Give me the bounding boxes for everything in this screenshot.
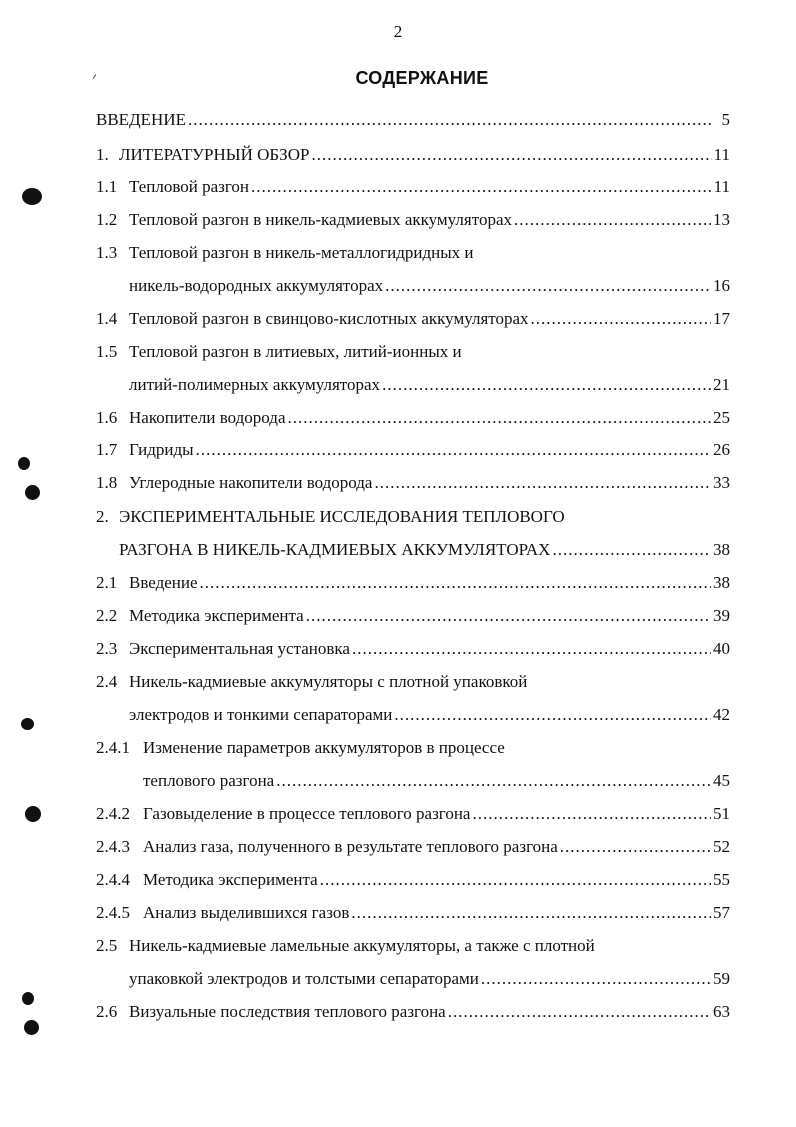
dot-leader bbox=[306, 604, 712, 628]
toc-entry-title: Анализ выделившихся газов bbox=[143, 903, 350, 922]
page-number: 2 bbox=[393, 22, 403, 41]
toc-entry-page: 57 bbox=[711, 901, 730, 925]
toc-entry-number: 1.4 bbox=[96, 309, 118, 328]
toc-entry-page: 38 bbox=[711, 538, 730, 562]
toc-entry-page: 55 bbox=[711, 868, 730, 892]
toc-entry bbox=[0, 307, 796, 331]
toc-entry bbox=[0, 208, 796, 232]
toc-entry-page: 11 bbox=[712, 175, 730, 199]
dot-leader bbox=[481, 967, 712, 991]
dot-leader bbox=[320, 868, 712, 892]
toc-entry bbox=[0, 1000, 796, 1024]
toc-entry bbox=[0, 967, 796, 991]
toc-entry-title: ЭКСПЕРИМЕНТАЛЬНЫЕ ИССЛЕДОВАНИЯ ТЕПЛОВОГО bbox=[119, 507, 565, 526]
toc-entry-number: 1.2 bbox=[96, 210, 118, 229]
toc-entry-number: 1.1 bbox=[96, 177, 118, 196]
binding-hole-mark bbox=[18, 457, 30, 470]
toc-entry-page: 5 bbox=[720, 108, 731, 132]
binding-hole-mark bbox=[24, 1020, 39, 1035]
toc-entry-number: 2.4.5 bbox=[96, 903, 130, 922]
toc-entry-title: Никель-кадмиевые аккумуляторы с плотной упаковкой bbox=[129, 672, 528, 691]
binding-hole-mark bbox=[25, 485, 40, 500]
toc-entry-page: 17 bbox=[711, 307, 730, 331]
toc-entry bbox=[0, 143, 796, 167]
toc-entry-page: 13 bbox=[711, 208, 730, 232]
toc-entry-number: 2.5 bbox=[96, 936, 118, 955]
toc-entry-number: 1.6 bbox=[96, 408, 118, 427]
toc-entry-page: 11 bbox=[712, 143, 730, 167]
toc-entry-page: 42 bbox=[711, 703, 730, 727]
dot-leader bbox=[385, 274, 712, 298]
toc-entry bbox=[0, 373, 796, 397]
dot-leader bbox=[394, 703, 712, 727]
toc-entry-number: 2. bbox=[96, 507, 109, 526]
toc-entry bbox=[0, 637, 796, 661]
toc-entry bbox=[0, 901, 796, 925]
toc-entry-number: 2.4.2 bbox=[96, 804, 130, 823]
dot-leader bbox=[560, 835, 712, 859]
toc-entry bbox=[0, 934, 796, 958]
toc-entry bbox=[0, 438, 796, 462]
toc-entry-page: 33 bbox=[711, 471, 730, 495]
toc-entry bbox=[0, 769, 796, 793]
toc-entry bbox=[0, 108, 796, 132]
toc-entry bbox=[0, 571, 796, 595]
toc-entry-page: 59 bbox=[711, 967, 730, 991]
dot-leader bbox=[531, 307, 712, 331]
toc-entry bbox=[0, 241, 796, 265]
toc-entry-title: ВВЕДЕНИЕ bbox=[96, 110, 186, 129]
toc-entry-page: 63 bbox=[711, 1000, 730, 1024]
toc-entry-page: 26 bbox=[711, 438, 730, 462]
dot-leader bbox=[448, 1000, 712, 1024]
toc-entry-title: Введение bbox=[129, 573, 198, 592]
toc-entry bbox=[0, 505, 796, 529]
toc-entry-page: 39 bbox=[711, 604, 730, 628]
toc-entry-page: 40 bbox=[711, 637, 730, 661]
toc-entry bbox=[0, 604, 796, 628]
dot-leader bbox=[552, 538, 712, 562]
dot-leader bbox=[351, 901, 712, 925]
dot-leader bbox=[200, 571, 712, 595]
toc-entry-page: 16 bbox=[711, 274, 730, 298]
dot-leader bbox=[188, 108, 712, 132]
toc-entry-title: Газовыделение в процессе теплового разгона bbox=[143, 804, 471, 823]
toc-entry-title: Изменение параметров аккумуляторов в процессе bbox=[143, 738, 505, 757]
binding-hole-mark bbox=[21, 718, 34, 730]
toc-entry-title: РАЗГОНА В НИКЕЛЬ-КАДМИЕВЫХ АККУМУЛЯТОРАХ bbox=[119, 540, 551, 559]
toc-entry-title: Никель-кадмиевые ламельные аккумуляторы, а также с плотной bbox=[129, 936, 595, 955]
toc-entry-number: 2.4.3 bbox=[96, 837, 130, 856]
dot-leader bbox=[288, 406, 713, 430]
dot-leader bbox=[196, 438, 712, 462]
toc-entry bbox=[0, 670, 796, 694]
toc-entry-title: Методика эксперимента bbox=[143, 870, 318, 889]
toc-entry-number: 2.4.1 bbox=[96, 738, 130, 757]
dot-leader bbox=[514, 208, 712, 232]
toc-entry-title: Накопители водорода bbox=[129, 408, 286, 427]
toc-entry bbox=[0, 406, 796, 430]
dot-leader bbox=[276, 769, 712, 793]
toc-entry bbox=[0, 802, 796, 826]
toc-entry-number: 2.4.4 bbox=[96, 870, 130, 889]
toc-entry-number: 1.7 bbox=[96, 440, 118, 459]
dot-leader bbox=[251, 175, 712, 199]
dot-leader bbox=[352, 637, 712, 661]
toc-entry-title: ЛИТЕРАТУРНЫЙ ОБЗОР bbox=[119, 145, 310, 164]
toc-entry bbox=[0, 736, 796, 760]
toc-entry-title: Методика эксперимента bbox=[129, 606, 304, 625]
toc-entry-number: 1.3 bbox=[96, 243, 118, 262]
toc-entry-title: Углеродные накопители водорода bbox=[129, 473, 373, 492]
toc-entry-title: Тепловой разгон bbox=[129, 177, 250, 196]
binding-hole-mark bbox=[25, 806, 41, 822]
toc-entry bbox=[0, 703, 796, 727]
toc-entry-page: 25 bbox=[711, 406, 730, 430]
toc-entry-page: 21 bbox=[711, 373, 730, 397]
toc-entry-title: Тепловой разгон в литиевых, литий-ионных и bbox=[129, 342, 462, 361]
toc-entry-title: Тепловой разгон в свинцово-кислотных аккумуляторах bbox=[129, 309, 529, 328]
toc-entry-title: Гидриды bbox=[129, 440, 194, 459]
binding-hole-mark bbox=[22, 992, 34, 1005]
dot-leader bbox=[472, 802, 712, 826]
toc-entry bbox=[0, 340, 796, 364]
toc-entry-number: 1.8 bbox=[96, 473, 118, 492]
dot-leader bbox=[374, 471, 712, 495]
toc-entry-page: 45 bbox=[711, 769, 730, 793]
toc-entry bbox=[0, 274, 796, 298]
toc-entry-title: Тепловой разгон в никель-кадмиевых аккумуляторах bbox=[129, 210, 512, 229]
toc-entry-number: 1. bbox=[96, 145, 109, 164]
toc-entry-page: 51 bbox=[711, 802, 730, 826]
toc-entry-title: упаковкой электродов и толстыми сепараторами bbox=[129, 969, 479, 988]
toc-entry-number: 2.2 bbox=[96, 606, 118, 625]
toc-entry-number: 2.4 bbox=[96, 672, 118, 691]
toc-entry bbox=[0, 471, 796, 495]
toc-entry-number: 2.1 bbox=[96, 573, 118, 592]
toc-entry-title: Визуальные последствия теплового разгона bbox=[129, 1002, 446, 1021]
toc-entry-page: 52 bbox=[711, 835, 730, 859]
toc-entry bbox=[0, 835, 796, 859]
dot-leader bbox=[311, 143, 712, 167]
toc-entry-title: электродов и тонкими сепараторами bbox=[129, 705, 393, 724]
toc-entry-title: никель-водородных аккумуляторах bbox=[129, 276, 384, 295]
toc-entry bbox=[0, 538, 796, 562]
toc-entry-title: литий-полимерных аккумуляторах bbox=[129, 375, 381, 394]
toc-entry-title: Экспериментальная установка bbox=[129, 639, 350, 658]
toc-entry-number: 1.5 bbox=[96, 342, 118, 361]
toc-entry-title: теплового разгона bbox=[143, 771, 275, 790]
toc-title: СОДЕРЖАНИЕ bbox=[355, 68, 489, 88]
toc-entry-title: Анализ газа, полученного в результате теплового разгона bbox=[143, 837, 558, 856]
toc-entry-number: 2.3 bbox=[96, 639, 118, 658]
toc-entry bbox=[0, 175, 796, 199]
dot-leader bbox=[382, 373, 712, 397]
toc-entry-page: 38 bbox=[711, 571, 730, 595]
toc-entry-title: Тепловой разгон в никель-металлогидридных и bbox=[129, 243, 474, 262]
binding-hole-mark bbox=[22, 188, 42, 205]
toc-entry bbox=[0, 868, 796, 892]
toc-entry-number: 2.6 bbox=[96, 1002, 118, 1021]
